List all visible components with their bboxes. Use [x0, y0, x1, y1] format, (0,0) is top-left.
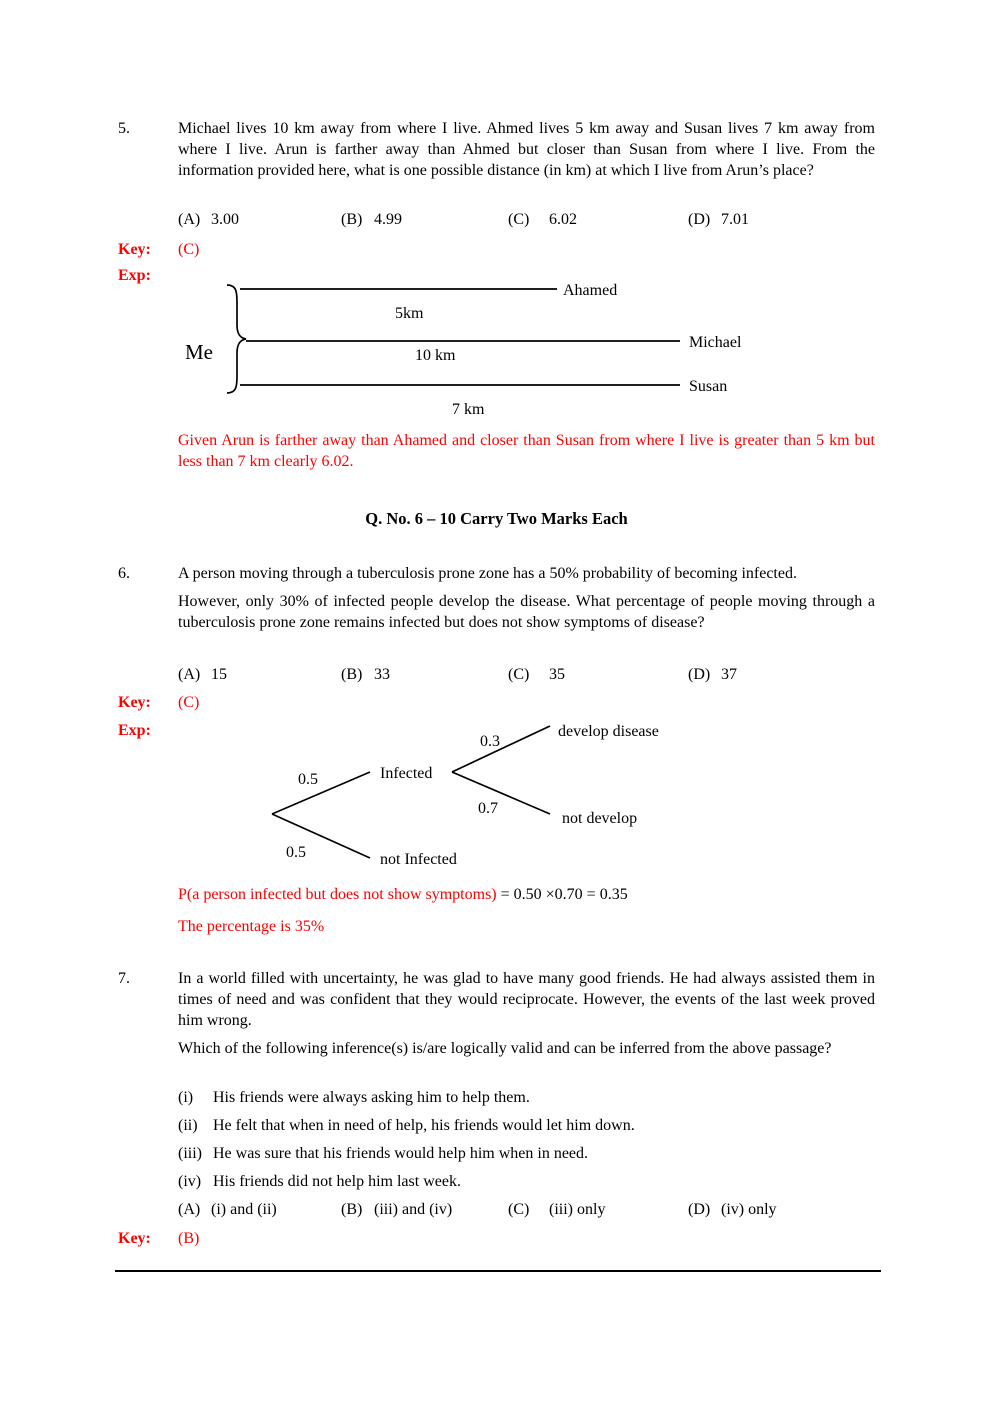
statement-iv — [178, 1171, 878, 1192]
option-d-text: 37 — [721, 666, 737, 683]
question-6 — [118, 563, 875, 633]
option-d — [688, 664, 938, 685]
statement-ii-label: (ii) — [178, 1117, 198, 1134]
option-b-label: (B) — [341, 666, 363, 683]
question-5 — [118, 118, 875, 181]
section-header: Q. No. 6 – 10 Carry Two Marks Each — [365, 509, 628, 528]
statement-iv-label: (iv) — [178, 1173, 202, 1190]
option-d-label: (D) — [688, 211, 711, 228]
question-7 — [118, 968, 875, 1059]
option-a-label: (A) — [178, 666, 201, 683]
option-b — [341, 1199, 508, 1220]
statement-iii — [178, 1143, 878, 1164]
statement-iii-label: (iii) — [178, 1145, 202, 1162]
question-7-key-row — [118, 1228, 199, 1249]
branch-develop — [452, 726, 550, 772]
question-6-text-2: However, only 30% of infected people develop the disease. What percentage of people moving through a tuberculosis prone zone remains infected but does not show symptoms of disease? — [178, 593, 875, 631]
ahamed-label: Ahamed — [563, 282, 618, 299]
option-c-label: (C) — [508, 1201, 530, 1218]
not-develop-label: not develop — [562, 810, 638, 827]
option-c-text: (iii) only — [549, 1201, 606, 1218]
option-b-text: 4.99 — [374, 211, 402, 228]
key-label: Key: — [118, 241, 151, 258]
exp-label: Exp: — [118, 267, 151, 284]
michael-label: Michael — [689, 334, 742, 351]
question-7-text-2: Which of the following inference(s) is/are logically valid and can be inferred from the above passage? — [178, 1040, 832, 1057]
key-value: (B) — [178, 1230, 200, 1247]
option-c-text: 6.02 — [549, 211, 577, 228]
option-b-label: (B) — [341, 1201, 363, 1218]
prob-develop: 0.3 — [480, 733, 500, 750]
statement-iii-text: He was sure that his friends would help him when in need. — [213, 1145, 589, 1162]
probability-tree-diagram — [250, 718, 700, 878]
option-a-label: (A) — [178, 1201, 201, 1218]
susan-label: Susan — [689, 378, 728, 395]
question-5-number: 5. — [118, 120, 130, 137]
option-b-text: 33 — [374, 666, 390, 683]
option-a-text: 15 — [211, 666, 227, 683]
question-7-text-1: In a world filled with uncertainty, he was glad to have many good friends. He had always assisted them in times of need and was confident that they would reciprocate. However, the events of the last week proved him wrong. — [178, 970, 875, 1029]
susan-distance: 7 km — [452, 401, 485, 418]
question-5-key-row — [118, 239, 199, 260]
option-b — [341, 209, 508, 230]
option-a — [178, 209, 341, 230]
key-value: (C) — [178, 694, 200, 711]
me-label: Me — [185, 340, 213, 364]
option-b-label: (B) — [341, 211, 363, 228]
question-6-equation — [178, 884, 898, 905]
option-d-text: (iv) only — [721, 1201, 777, 1218]
option-a — [178, 1199, 341, 1220]
option-c — [508, 1199, 688, 1220]
footer-rule — [115, 1270, 881, 1272]
develop-disease-label: develop disease — [558, 723, 659, 740]
statement-ii-text: He felt that when in need of help, his friends would let him down. — [213, 1117, 635, 1134]
michael-distance: 10 km — [415, 347, 456, 364]
option-b-text: (iii) and (iv) — [374, 1201, 453, 1218]
option-c — [508, 209, 688, 230]
option-b — [341, 664, 508, 685]
question-6-number: 6. — [118, 565, 130, 582]
option-a-text: (i) and (ii) — [211, 1201, 277, 1218]
prob-infected: 0.5 — [298, 771, 318, 788]
option-c-label: (C) — [508, 211, 530, 228]
question-7-number: 7. — [118, 970, 130, 987]
question-7-options — [178, 1199, 938, 1220]
key-label: Key: — [118, 694, 151, 711]
key-label: Key: — [118, 1230, 151, 1247]
distance-diagram — [115, 278, 775, 428]
question-6-key-row — [118, 692, 199, 713]
option-d — [688, 1199, 938, 1220]
question-5-explanation: Given Arun is farther away than Ahamed and closer than Susan from where I live is greater than 5 km but less than 7 km clearly 6.02. — [178, 432, 875, 470]
exp-label: Exp: — [118, 722, 151, 739]
option-a-label: (A) — [178, 211, 201, 228]
brace-icon — [227, 285, 246, 393]
statement-i-label: (i) — [178, 1089, 194, 1106]
option-c — [508, 664, 688, 685]
prob-not-infected: 0.5 — [286, 844, 306, 861]
not-infected-label: not Infected — [380, 851, 457, 868]
option-a-text: 3.00 — [211, 211, 239, 228]
option-c-label: (C) — [508, 666, 530, 683]
question-6-text-1: A person moving through a tuberculosis prone zone has a 50% probability of becoming infected. — [178, 565, 797, 582]
prob-not-develop: 0.7 — [478, 800, 498, 817]
option-d — [688, 209, 938, 230]
ahamed-distance: 5km — [395, 305, 424, 322]
option-d-label: (D) — [688, 1201, 711, 1218]
question-6-options — [178, 664, 938, 685]
question-6-percentage: The percentage is 35% — [178, 918, 325, 935]
branch-not-develop — [452, 772, 550, 814]
option-d-label: (D) — [688, 666, 711, 683]
branch-infected — [272, 772, 370, 814]
option-a — [178, 664, 341, 685]
statement-i-text: His friends were always asking him to help them. — [213, 1089, 530, 1106]
infected-label: Infected — [380, 765, 433, 782]
option-d-text: 7.01 — [721, 211, 749, 228]
statement-iv-text: His friends did not help him last week. — [213, 1173, 461, 1190]
statement-i — [178, 1087, 878, 1108]
statement-ii — [178, 1115, 878, 1136]
option-c-text: 35 — [549, 666, 565, 683]
question-5-options — [178, 209, 938, 230]
equation-red-part: P(a person infected but does not show symptoms) — [178, 886, 497, 903]
equation-black-part: = 0.50 ×0.70 = 0.35 — [496, 886, 628, 903]
key-value: (C) — [178, 241, 200, 258]
question-5-text: Michael lives 10 km away from where I live. Ahmed lives 5 km away and Susan lives 7 km away from where I live. Arun is farther away than Ahmed but closer than Susan from where I live. From the information provided here, what is one possible distance (in km) at which I live from Arun’s place? — [178, 120, 875, 179]
